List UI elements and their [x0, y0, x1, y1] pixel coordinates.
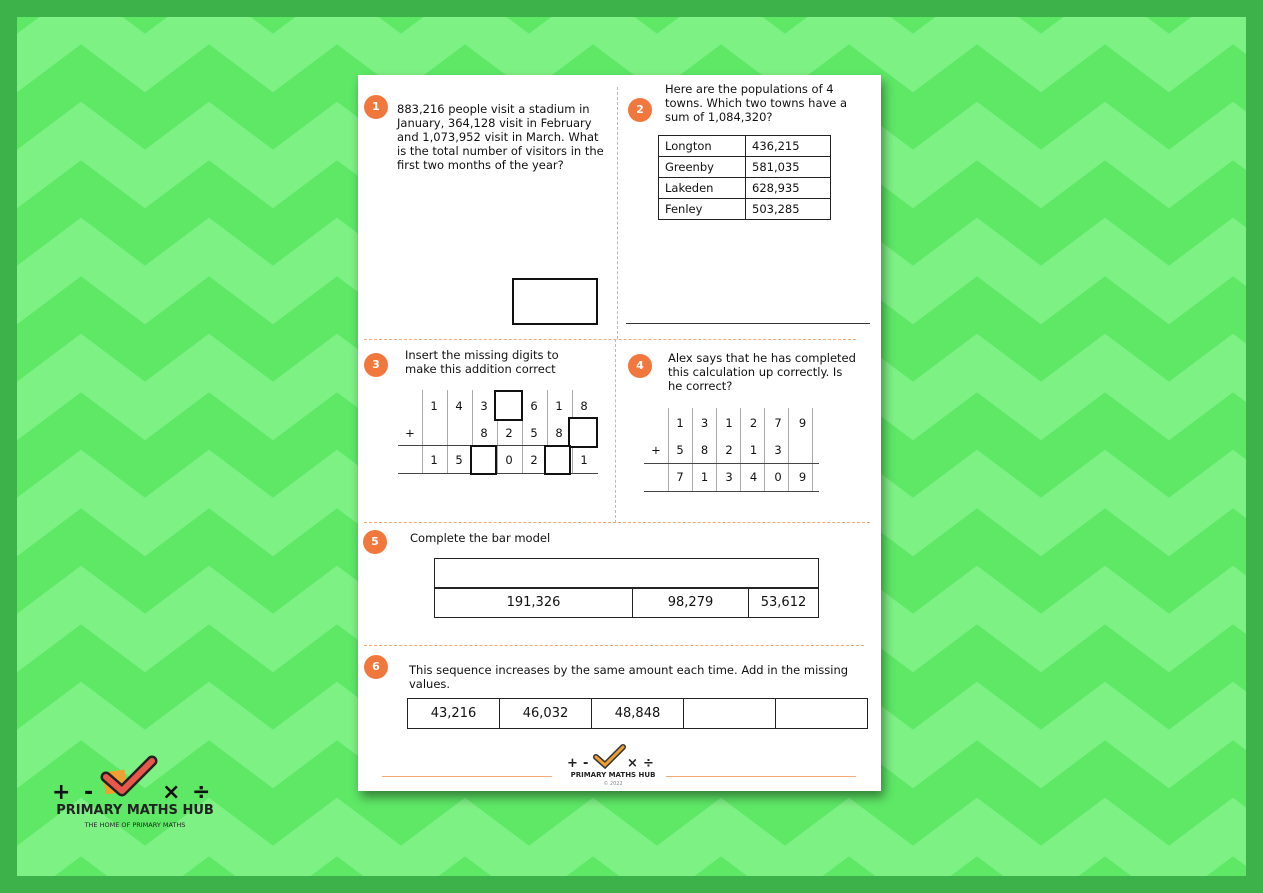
- digit-cell: 1: [580, 453, 588, 467]
- sequence-value: 46,032: [500, 699, 592, 728]
- divider-row2: [364, 522, 870, 523]
- divider-vertical-top: [617, 87, 618, 339]
- digit-cell: 1: [749, 443, 758, 457]
- footer-line-left: [382, 776, 552, 777]
- footer-copyright: © 2022: [603, 781, 623, 787]
- footer-line-right: [666, 776, 856, 777]
- grid-line: [644, 491, 819, 492]
- svg-text:÷: ÷: [192, 780, 211, 803]
- plus-sign: +: [651, 443, 661, 457]
- town-population: 503,285: [746, 199, 831, 220]
- digit-cell: 1: [430, 399, 438, 413]
- svg-text:-: -: [583, 756, 589, 771]
- towns-table: [658, 135, 831, 220]
- digit-cell: 4: [749, 470, 758, 484]
- sequence-value: 48,848: [592, 699, 684, 728]
- town-row: [659, 178, 831, 199]
- worksheet-page: [358, 75, 881, 791]
- town-population: 436,215: [746, 136, 831, 157]
- question-4-text: Alex says that he has completed this calculation up correctly. Is he correct?: [668, 351, 856, 393]
- town-population: 628,935: [746, 178, 831, 199]
- digit-cell: 8: [700, 443, 709, 457]
- digit-cell: 2: [530, 453, 538, 467]
- question-number-2: 2: [628, 98, 652, 122]
- digit-cell: 3: [725, 470, 733, 484]
- bar-model-part: 98,279: [633, 588, 749, 617]
- question-number-6: 6: [364, 655, 388, 679]
- logo-brand-name: PRIMARY MATHS HUB: [56, 803, 214, 818]
- bar-model-parts: [434, 587, 819, 618]
- sequence-blank-box[interactable]: [776, 699, 868, 728]
- digit-cell: 5: [530, 426, 538, 440]
- bar-model-part: 53,612: [760, 595, 807, 610]
- digit-cell: 2: [725, 443, 733, 457]
- bar-model-part: 191,326: [435, 588, 633, 617]
- footer-logo-icon: [563, 741, 663, 771]
- footer-brand-name: PRIMARY MATHS HUB: [570, 771, 656, 779]
- town-row: [659, 199, 831, 220]
- addition-grid-4: [644, 408, 824, 493]
- digit-cell: 0: [774, 470, 782, 484]
- digit-cell: 9: [798, 416, 807, 430]
- digit-cell: 4: [455, 399, 463, 413]
- svg-text:×: ×: [627, 756, 638, 771]
- digit-cell: 2: [505, 426, 513, 440]
- divider-row3: [364, 645, 864, 646]
- sequence-blank-box[interactable]: [684, 699, 776, 728]
- question-number-3: 3: [364, 353, 388, 377]
- digit-cell: [447, 420, 471, 446]
- svg-text:×: ×: [162, 780, 181, 803]
- plus-sign: +: [405, 426, 415, 440]
- svg-text:+: +: [567, 756, 578, 771]
- digit-cell: 8: [480, 426, 488, 440]
- digit-cell: 7: [676, 470, 684, 484]
- bar-model-total[interactable]: [434, 558, 819, 589]
- digit-cell: 1: [676, 416, 684, 430]
- digit-cell: 8: [580, 399, 588, 413]
- svg-text:÷: ÷: [643, 756, 654, 771]
- town-row: [659, 157, 831, 178]
- missing-digit-box[interactable]: [470, 445, 497, 475]
- primary-maths-hub-logo: [40, 753, 230, 833]
- missing-digit-box[interactable]: [544, 445, 571, 475]
- town-name: Greenby: [659, 157, 746, 178]
- question-1-text: 883,216 people visit a stadium in January, 364,128 visit in February and 1,073,952 visit in March. What is the total number of visitors in the first two months of the year?: [397, 102, 604, 172]
- question-number-1: 1: [364, 95, 388, 119]
- svg-text:-: -: [84, 780, 94, 803]
- digit-cell: 3: [774, 443, 782, 457]
- question-number-4: 4: [628, 354, 652, 378]
- sequence-value: 43,216: [408, 699, 500, 728]
- question-6-text: This sequence increases by the same amount each time. Add in the missing values.: [409, 663, 849, 691]
- digit-cell: 5: [455, 453, 463, 467]
- digit-cell: 1: [430, 453, 438, 467]
- town-row: [659, 136, 831, 157]
- svg-text:+: +: [52, 780, 71, 803]
- divider-vertical-mid: [615, 339, 616, 523]
- digit-cell: 0: [505, 453, 513, 467]
- grid-line: [644, 463, 819, 464]
- digit-cell: 6: [530, 399, 538, 413]
- town-name: Longton: [659, 136, 746, 157]
- digit-cell: 3: [480, 399, 488, 413]
- digit-cell: [791, 437, 815, 463]
- question-number-5: 5: [363, 530, 387, 554]
- logo-tagline: THE HOME OF PRIMARY MATHS: [84, 821, 186, 829]
- logo-symbols-icon: [40, 753, 230, 803]
- missing-digit-box[interactable]: [568, 417, 598, 448]
- digit-cell: 5: [676, 443, 684, 457]
- sequence-boxes: [407, 698, 868, 729]
- digit-cell: 1: [725, 416, 733, 430]
- digit-cell: 3: [700, 416, 709, 430]
- question-3-text: Insert the missing digits to make this addition correct: [405, 348, 559, 376]
- answer-box-1[interactable]: [512, 278, 598, 325]
- digit-cell: 7: [774, 416, 782, 430]
- missing-digit-box[interactable]: [494, 390, 523, 421]
- digit-cell: 1: [700, 470, 709, 484]
- question-5-text: Complete the bar model: [410, 531, 551, 545]
- digit-cell: [422, 420, 446, 446]
- town-name: Fenley: [659, 199, 746, 220]
- digit-cell: 2: [749, 416, 758, 430]
- addition-grid-3: [398, 390, 598, 475]
- answer-line-2[interactable]: [626, 323, 870, 324]
- digit-cell: 9: [798, 470, 807, 484]
- town-name: Lakeden: [659, 178, 746, 199]
- question-2-text: Here are the populations of 4 towns. Which two towns have a sum of 1,084,320?: [665, 82, 848, 124]
- divider-row1: [364, 339, 856, 340]
- town-population: 581,035: [746, 157, 831, 178]
- digit-cell: 1: [555, 399, 563, 413]
- digit-cell: 8: [555, 426, 563, 440]
